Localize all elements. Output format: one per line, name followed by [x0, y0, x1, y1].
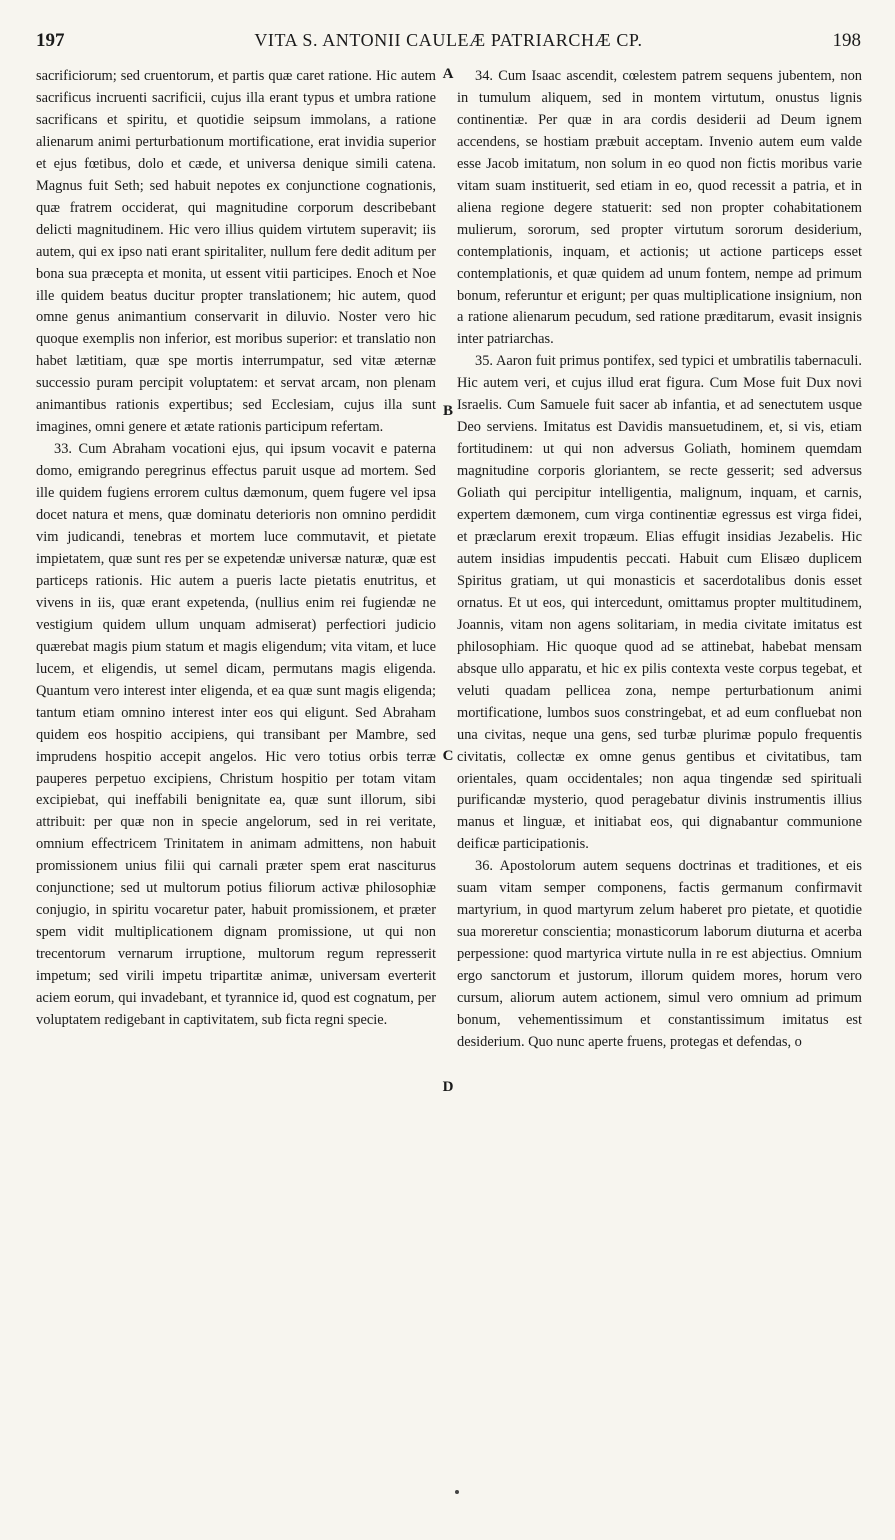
margin-letter-d: D	[442, 1079, 454, 1095]
left-column	[36, 66, 436, 1032]
paragraph-33: 33. Cum Abraham vocationi ejus, qui ipsum vocavit e paterna domo, emigrando peregrinus effectus paruit usque ad mortem. Sed ille quidem fugiens errorem cultus dæmonum, quem fugere vel ipsa docet natura et mens, quæ dominatu deterioris non omnino perdidit vim judicandi, tenebras et mortem luce commutavit, et pietate impietatem, quæ sunt res per se expetendæ universæ naturæ, quæ est particeps rationis. Hic autem a pueris lacte pietatis enutritus, et vivens in iis, quæ erant expetenda, (nullius enim rei fugiendæ ne vestigium quidem ullum unquam admiserat) perfectiori judicio quærebat magis pium statum et magis eligendum; vita vitam, et luce lucem, et eligendis, ut semel dicam, permutans magis eligenda. Quantum vero interest inter eligenda, et ea quæ sunt magis eligenda; tantum etiam omnino interest inter eos qui eligunt. Sed Abraham quidem eos hospitio accipiens, qui transibant per Mambre, sed imprudens hospitio accepit angelos. Hic vero totius orbis terræ pauperes perpetuo excipiens, Christum hospitio per totam vitam excipiebat, qui ineffabili benignitate ea, quæ sunt illorum, sibi attribuit: per quæ non in specie angelorum, sed in rei veritate, omnium effectricem Trinitatem in animam admittens, non habuit promissionem unius filii qui carnali præter spem erat nasciturus conjunctione; sed ut multorum potius filiorum activæ philosophiæ conjugio, in spiritu vocaretur pater, habuit promissionem, et præter spem vidit multiplicationem dignam promissione, ut qui non trecentorum vernarum irruptione, multorum regum represserit impetum; sed virili impetu tripartitæ animæ, universam everterit aciem eorum, qui invadebant, et tyrannice id, quod est cognatum, per voluptatem redigebant in captivitatem, sub ficta regni specie.	[36, 441, 436, 1028]
paragraph-35: 35. Aaron fuit primus pontifex, sed typici et umbratilis tabernaculi. Hic autem veri, et cujus illud erat figura. Cum Mose fuit Dux novi Israelis. Cum Samuele fuit sacer ab infantia, et ad senectutem usque Deo serviens. Imitatus est Davidis mansuetudinem, et, si vis, etiam fortitudinem: ut qui non adversus Goliath, hominem quemdam magnitudine corporis gloriantem, se recte gesserit; sed adversus Goliath qui percipitur intelligentia, malignum, inquam, et carnis, expertem dæmonem, cum virga continentiæ egressus est virga fidei, et præclarum erexit tropæum. Elias effugit insidias Jezabelis. Hic autem insidias impudentis peccati. Habuit cum Elisæo duplicem Spiritus gratiam, ut qui monasticis et sacerdotalibus donis esset ornatus. Et ut eos, qui intercedunt, omittamus propter multitudinem, Joannis, vitam non agens solitariam, in media civitate imitatus est philosophiam. Hic quoque quod ad se attinebat, habebat mensam absque ullo apparatu, et hic ex pilis contexta veste corpus tegebat, et veluti quadam pellicea zona, nempe perturbationum animi mortificatione, lumbos suos constringebat, et ad eum confluebat non una civitas, neque una gens, sed turbæ plurimæ populo frequentis civitatis, collectæ ex omne genus gentibus et civitatibus, tam orientales, quam occidentales; non aqua tingendæ sed spirituali purificandæ mysterio, quod peragebatur divinis instrumentis illius manus et linguæ, et initiabat eos, qui dignabantur communione deificæ participationis.	[457, 353, 862, 853]
paragraph-32-continuation: sacrificiorum; sed cruentorum, et partis quæ caret ratione. Hic autem sacrificus incruenti sacrificii, cujus illa erant typus et umbra ratione sacrificans et spiritu, et quotidie seipsum immolans, a ratione alienarum animi perturbationum mortificatione, erat invidia superior et ejus fœtibus, dolo et cæde, et universa denique simili catena. Magnus fuit Seth; sed habuit nepotes ex conjunctione cognationis, quæ fratrem occiderat, qui magnitudine corporum describebant delicti magnitudinem. Hic vero illius quidem virtutem superavit; iis autem, qui ex ipso nati erant spiritaliter, nullum fere dedit aditum per bona sua præcepta et monita, ut essent vitii participes. Enoch et Noe ille quidem beatus ducitur propter translationem; hic autem, quod omne genus animantium conservarit in diluvio. Noster vero hic quoque exemplis non inferior, est moribus superior: et translatio non habet lætitiam, quæ spe mortis interrumpatur, sed vitæ æternæ successio puram percipit voluptatem: et servat arcam, non plenam animantibus rationis expertibus; sed Ecclesiam, cujus illa sunt imagines, omni genere et ætate rationis participum refertam.	[36, 68, 436, 436]
margin-letter-c: C	[442, 748, 454, 764]
footer-dot	[455, 1490, 459, 1494]
margin-letter-b: B	[442, 403, 453, 419]
paragraph-36: 36. Apostolorum autem sequens doctrinas et traditiones, et eis suam vitam semper componens, factis germanum confirmavit martyrium, in quod martyrum zelum haberet pro pietate, et quotidie sua moreretur conscientia; monasticorum laborum diuturna et acerba perpessione: quod martyrica virtute nulla in re est abjectius. Omnium ergo sanctorum et justorum, illorum quidem mores, horum vero cursum, aliorum autem actionem, simul vero omnium ad primum bonum, vehementissimum et constantissimum imitatus est desiderium. Quo nunc aperte fruens, protegas et defendas, o	[457, 858, 862, 1050]
running-header	[36, 30, 861, 58]
page-number-left: 197	[36, 30, 65, 51]
page-number-right: 198	[832, 30, 861, 51]
margin-letter-a: A	[442, 66, 454, 82]
paragraph-34: 34. Cum Isaac ascendit, cœlestem patrem sequens jubentem, non in tumulum aliquem, sed in montem virtutum, onustus lignis continentiæ. Per quæ in ara cordis desiderii ad Deum ignem accendens, se hostiam præbuit acceptam. Invenio autem eum valde esse Jacob imitatum, non solum in eo quod non fictis moribus varie vitam suam instituerit, sed etiam in eo, quod recessit a patria, et in aliena regione degere statuerit: sed non propter cohabitationem mulierum, sororum, sed propter virtutum sororum desiderium, contemplationis, inquam, et actionis; ut actione particeps esset contemplationis, et quæ quidem ad unum fontem, nempe ad primum bonum, referuntur et erigunt; per quas multiplicatione insignium, non a ratione alienarum pecudum, sed ratione præditarum, evasit insignis inter patriarchas.	[457, 68, 862, 348]
running-head-title: VITA S. ANTONII CAULEÆ PATRIARCHÆ CP.	[254, 30, 643, 50]
right-column	[457, 66, 862, 1054]
